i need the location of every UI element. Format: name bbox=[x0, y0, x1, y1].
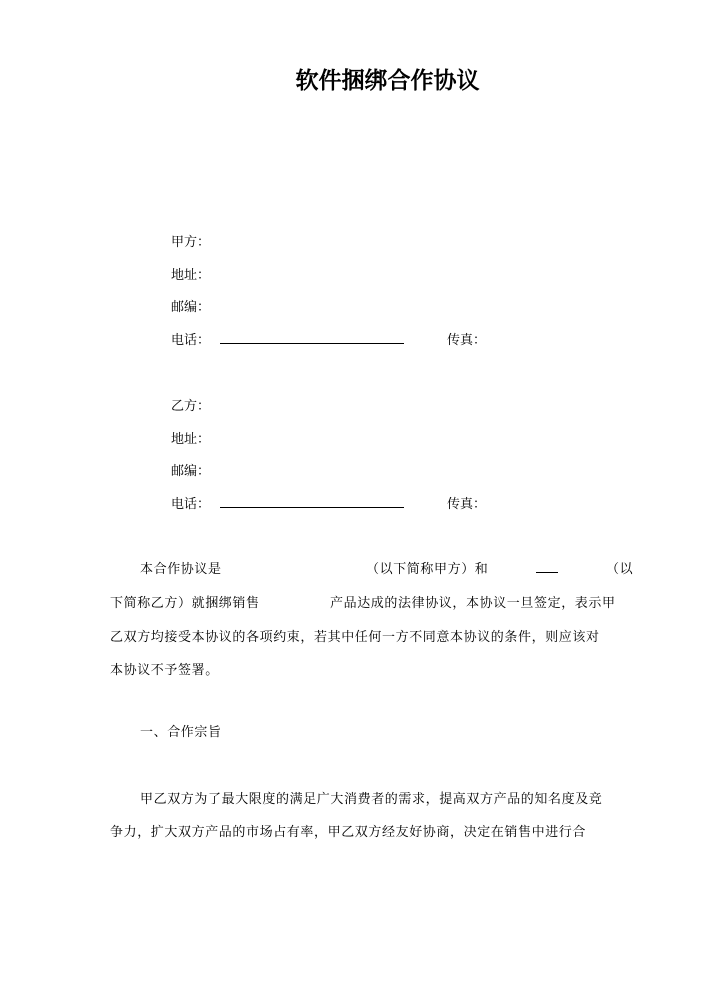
intro-line1-start: 本合作协议是 bbox=[140, 562, 222, 577]
party-b-postcode-label: 邮编： bbox=[171, 464, 211, 479]
intro-line1-middle: （以下简称甲方）和 bbox=[366, 562, 489, 577]
party-b-address-label: 地址： bbox=[171, 432, 211, 447]
party-a-postcode-label: 邮编： bbox=[171, 300, 211, 315]
intro-blank-underline bbox=[536, 572, 558, 573]
intro-line2-start: 下简称乙方）就捆绑销售 bbox=[110, 596, 260, 611]
section1-line2: 争力，扩大双方产品的市场占有率，甲乙双方经友好协商，决定在销售中进行合 bbox=[110, 825, 587, 840]
intro-line3: 乙双方均接受本协议的各项约束，若其中任何一方不同意本协议的条件，则应该对 bbox=[110, 630, 600, 645]
party-a-phone-label: 电话： bbox=[171, 333, 211, 348]
party-b-phone-underline bbox=[220, 507, 404, 508]
party-a-phone-underline bbox=[220, 343, 404, 344]
section1-heading: 一、合作宗旨 bbox=[140, 725, 222, 740]
intro-line4: 本协议不予签署。 bbox=[110, 663, 219, 678]
party-b-fax-label: 传真： bbox=[447, 497, 487, 512]
party-b-name-label: 乙方： bbox=[171, 399, 211, 414]
intro-line1-end: （以 bbox=[606, 562, 634, 577]
intro-line2-end: 产品达成的法律协议，本协议一旦签定，表示甲 bbox=[330, 596, 616, 611]
document-title: 软件捆绑合作协议 bbox=[295, 67, 480, 94]
party-a-name-label: 甲方： bbox=[171, 235, 211, 250]
party-a-address-label: 地址： bbox=[171, 268, 211, 283]
section1-line1: 甲乙双方为了最大限度的满足广大消费者的需求，提高双方产品的知名度及竞 bbox=[140, 792, 603, 807]
party-a-fax-label: 传真： bbox=[447, 333, 487, 348]
party-b-phone-label: 电话： bbox=[171, 497, 211, 512]
